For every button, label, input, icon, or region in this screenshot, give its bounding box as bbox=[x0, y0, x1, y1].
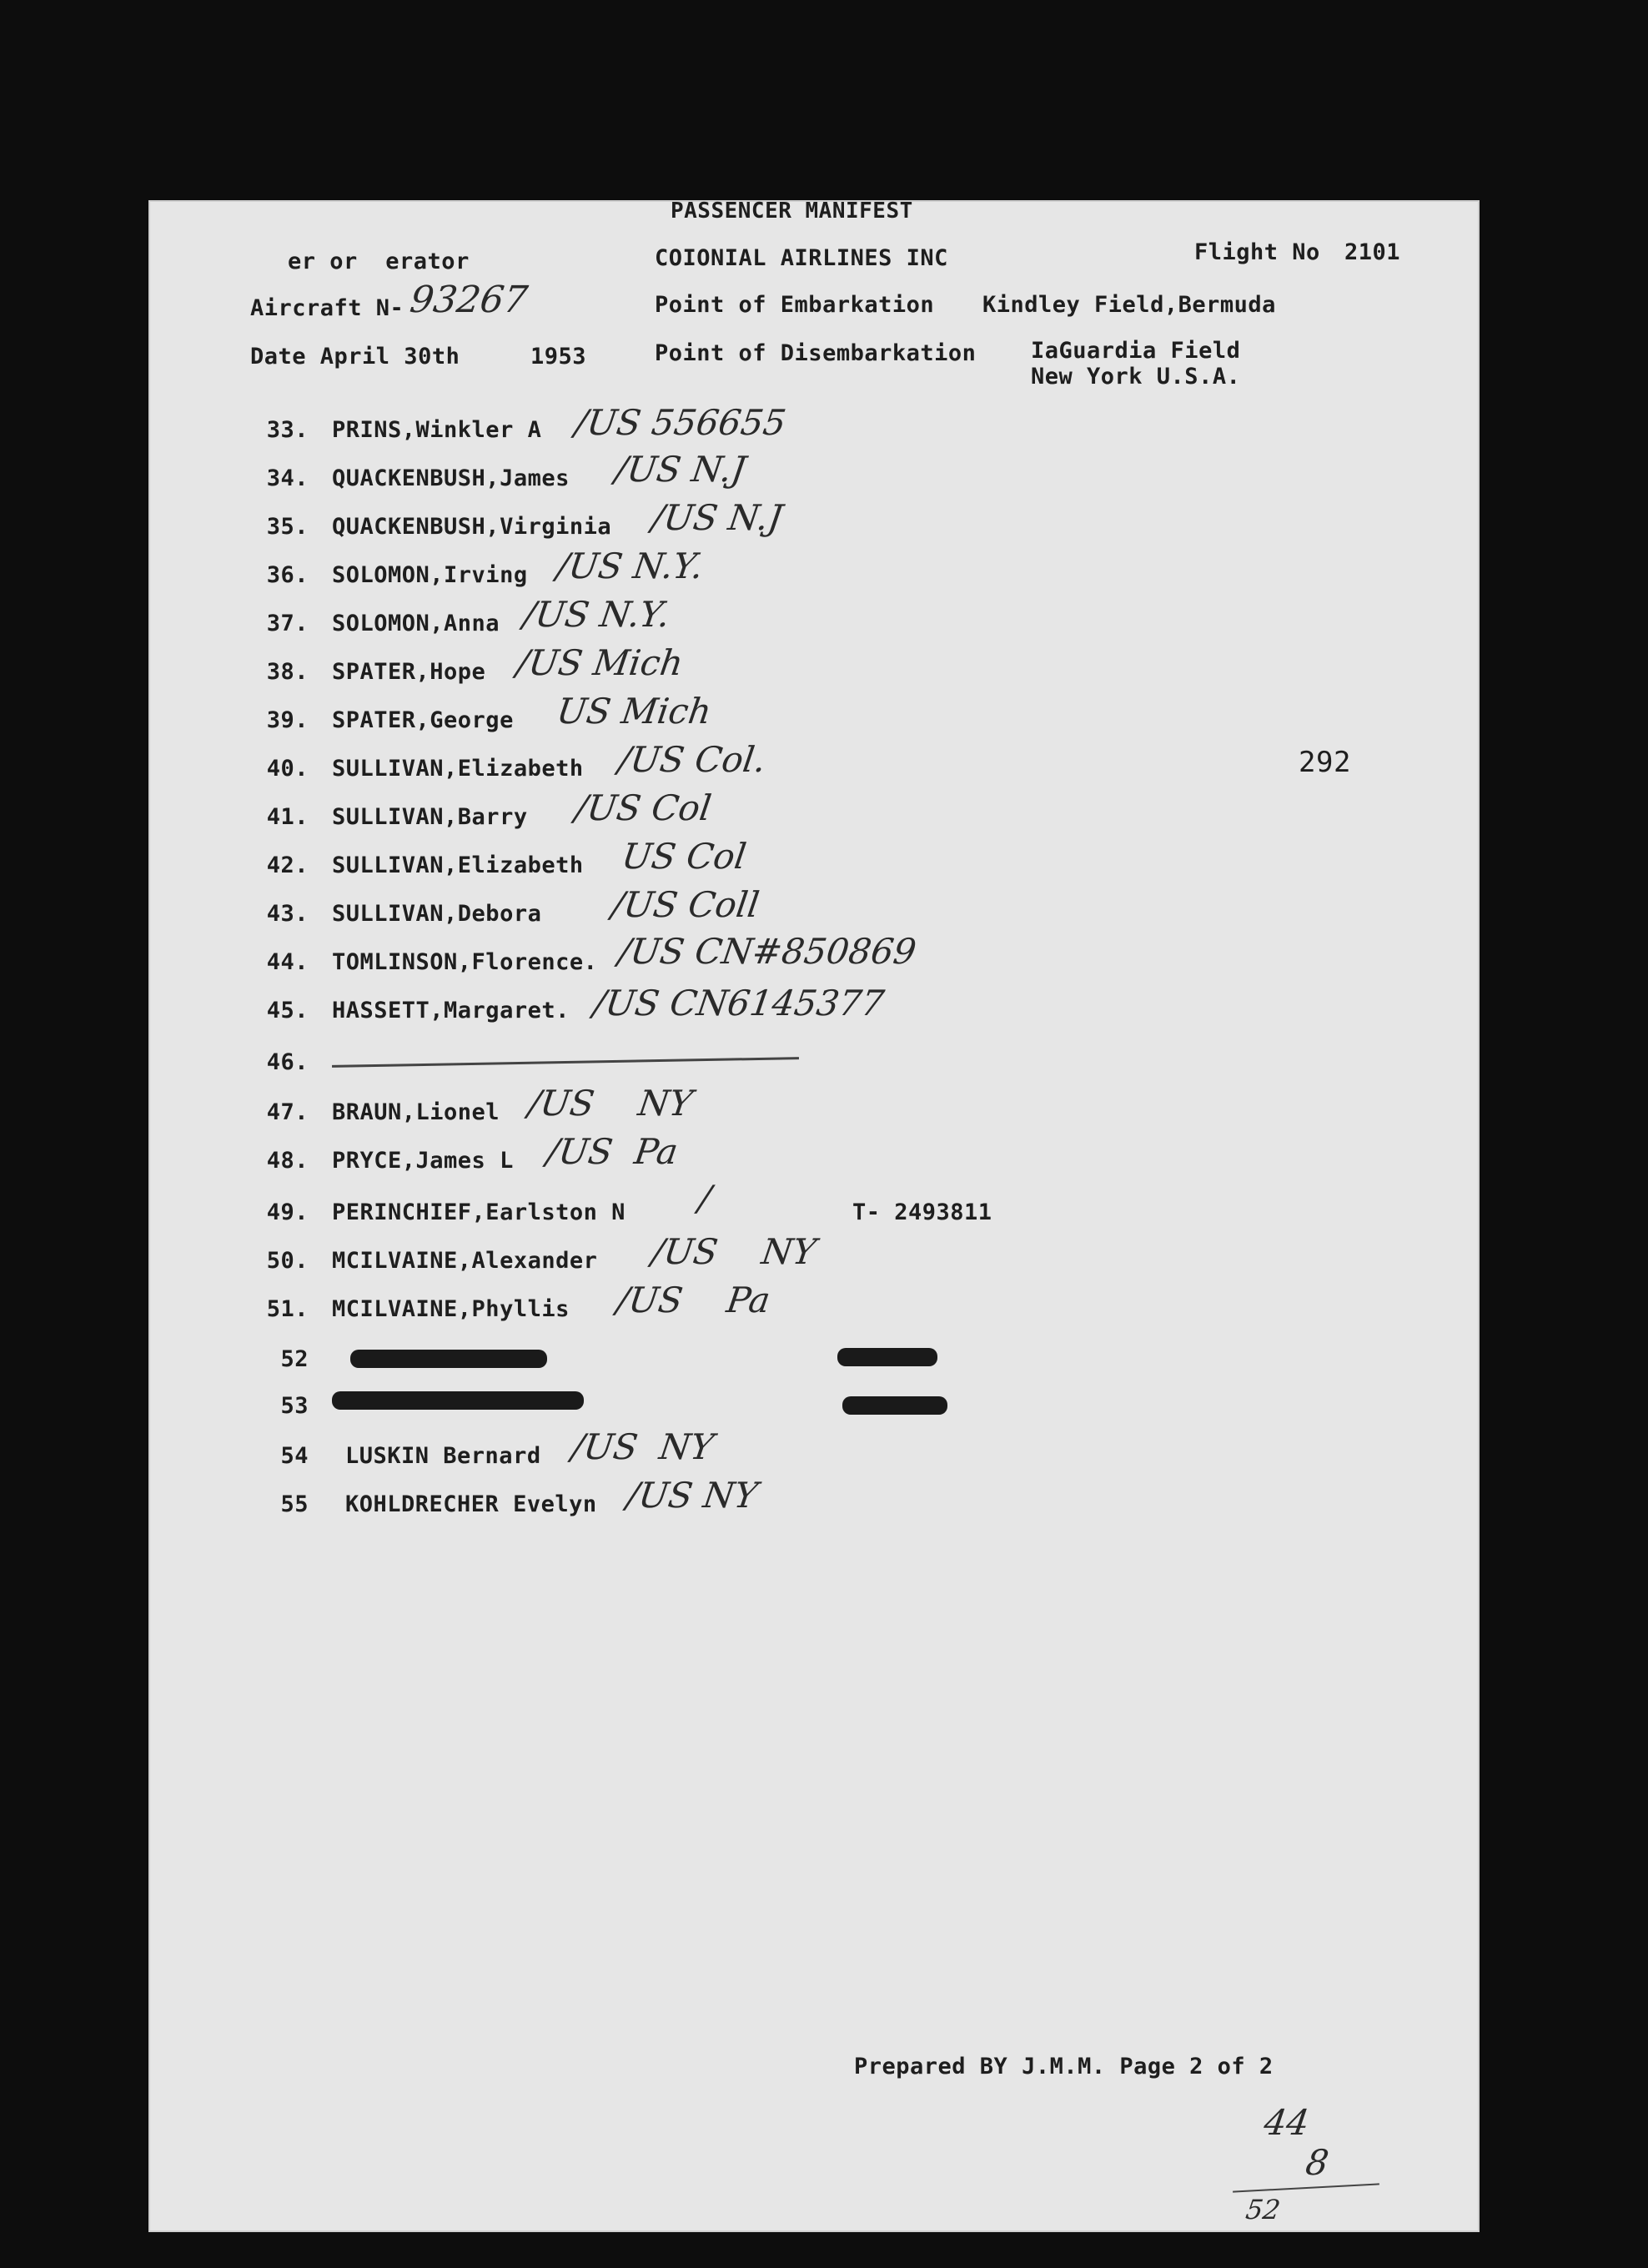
redaction-bar bbox=[842, 1396, 947, 1415]
passenger-name: BRAUN,Lionel bbox=[332, 1099, 500, 1125]
side-page-number: 292 bbox=[1299, 746, 1351, 779]
passenger-name: HASSETT,Margaret. bbox=[332, 998, 570, 1023]
disembarkation-value: IaGuardia Field bbox=[1031, 338, 1241, 364]
aircraft-number: 93267 bbox=[407, 279, 530, 321]
embarkation-value: Kindley Field,Bermuda bbox=[982, 292, 1276, 318]
row-number: 37. bbox=[266, 611, 309, 636]
passenger-extra: T- 2493811 bbox=[852, 1199, 992, 1225]
passenger-name: SPATER,George bbox=[332, 707, 514, 733]
passenger-name: MCILVAINE,Phyllis bbox=[332, 1296, 570, 1322]
row-number: 53 bbox=[280, 1393, 309, 1419]
passenger-name: PERINCHIEF,Earlston N bbox=[332, 1199, 626, 1225]
disembarkation-value-2: New York U.S.A. bbox=[1031, 364, 1241, 390]
passenger-note: /US NY bbox=[624, 1475, 761, 1516]
row-number: 43. bbox=[266, 901, 309, 927]
passenger-note: / bbox=[696, 1178, 714, 1219]
row-number: 36. bbox=[266, 562, 309, 588]
embarkation-label: Point of Embarkation bbox=[655, 292, 935, 318]
passenger-note: /US N.J bbox=[612, 449, 749, 490]
redaction-bar bbox=[350, 1350, 547, 1368]
passenger-note: /US Col. bbox=[615, 739, 769, 780]
passenger-name: KOHLDRECHER Evelyn bbox=[345, 1491, 597, 1517]
redaction-bar bbox=[837, 1348, 937, 1366]
row-number: 55 bbox=[280, 1491, 309, 1517]
passenger-note: /US N.J bbox=[649, 497, 786, 538]
prepared-by: Prepared BY J.M.M. Page 2 of 2 bbox=[854, 2054, 1274, 2079]
row-number: 46. bbox=[266, 1049, 309, 1075]
passenger-name: PRYCE,James L bbox=[332, 1148, 514, 1174]
passenger-name: QUACKENBUSH,James bbox=[332, 465, 570, 491]
passenger-name: SPATER,Hope bbox=[332, 659, 486, 685]
row-number: 54 bbox=[280, 1443, 309, 1469]
redaction-bar bbox=[332, 1391, 584, 1410]
passenger-name: PRINS,Winkler A bbox=[332, 417, 542, 443]
passenger-note: /US NY bbox=[569, 1426, 716, 1467]
row-number: 50. bbox=[266, 1248, 309, 1274]
passenger-name: SOLOMON,Irving bbox=[332, 562, 528, 588]
passenger-note: /US N.Y. bbox=[520, 594, 673, 635]
passenger-note: US Mich bbox=[554, 691, 714, 732]
row-number: 51. bbox=[266, 1296, 309, 1322]
row-number: 49. bbox=[266, 1199, 309, 1225]
passenger-name: SULLIVAN,Barry bbox=[332, 804, 528, 830]
row-number: 42. bbox=[266, 852, 309, 878]
flight-label: Flight No bbox=[1194, 239, 1320, 265]
row-number: 34. bbox=[266, 465, 309, 491]
passenger-note: /US 556655 bbox=[572, 402, 789, 443]
row-number: 45. bbox=[266, 998, 309, 1023]
disembarkation-label: Point of Disembarkation bbox=[655, 340, 977, 366]
passenger-name: SULLIVAN,Elizabeth bbox=[332, 756, 584, 782]
date-year: 1953 bbox=[530, 344, 587, 370]
row-number: 41. bbox=[266, 804, 309, 830]
passenger-name: QUACKENBUSH,Virginia bbox=[332, 514, 612, 540]
passenger-note: /US NY bbox=[649, 1231, 819, 1272]
row-number: 48. bbox=[266, 1148, 309, 1174]
aircraft-label: Aircraft N- bbox=[250, 295, 404, 321]
owner-operator-label: er or erator bbox=[288, 249, 470, 274]
passenger-note: US Col bbox=[619, 836, 749, 877]
row-number: 40. bbox=[266, 756, 309, 782]
passenger-name: SULLIVAN,Debora bbox=[332, 901, 542, 927]
passenger-note: /US Pa bbox=[614, 1280, 773, 1320]
passenger-name: LUSKIN Bernard bbox=[345, 1443, 541, 1469]
passenger-name: SULLIVAN,Elizabeth bbox=[332, 852, 584, 878]
row-number: 44. bbox=[266, 949, 309, 975]
handwritten-count-mid: 8 bbox=[1303, 2142, 1332, 2183]
passenger-name: MCILVAINE,Alexander bbox=[332, 1248, 598, 1274]
row-number: 52 bbox=[280, 1346, 309, 1372]
handwritten-count-bottom: 52 bbox=[1244, 2194, 1283, 2225]
passenger-note: /US Mich bbox=[514, 642, 686, 683]
manifest-title: PASSENCER MANIFEST bbox=[671, 199, 913, 224]
passenger-note: /US Col bbox=[572, 787, 714, 828]
row-number: 38. bbox=[266, 659, 309, 685]
row-number: 39. bbox=[266, 707, 309, 733]
row-number: 47. bbox=[266, 1099, 309, 1125]
passenger-name: TOMLINSON,Florence. bbox=[332, 949, 598, 975]
passenger-note: /US Pa bbox=[544, 1131, 681, 1172]
date-label: Date April 30th bbox=[250, 344, 460, 370]
passenger-note: /US N.Y. bbox=[554, 546, 706, 586]
passenger-name: SOLOMON,Anna bbox=[332, 611, 500, 636]
passenger-note: /US Coll bbox=[609, 884, 762, 925]
passenger-note: /US CN#850869 bbox=[615, 931, 919, 972]
passenger-note: /US NY bbox=[525, 1083, 696, 1124]
row-number: 33. bbox=[266, 417, 309, 443]
flight-number: 2101 bbox=[1344, 239, 1401, 265]
handwritten-count-top: 44 bbox=[1261, 2102, 1312, 2143]
passenger-note: /US CN6145377 bbox=[590, 983, 887, 1023]
row-number: 35. bbox=[266, 514, 309, 540]
airline-name: COIONIAL AIRLINES INC bbox=[655, 245, 948, 271]
